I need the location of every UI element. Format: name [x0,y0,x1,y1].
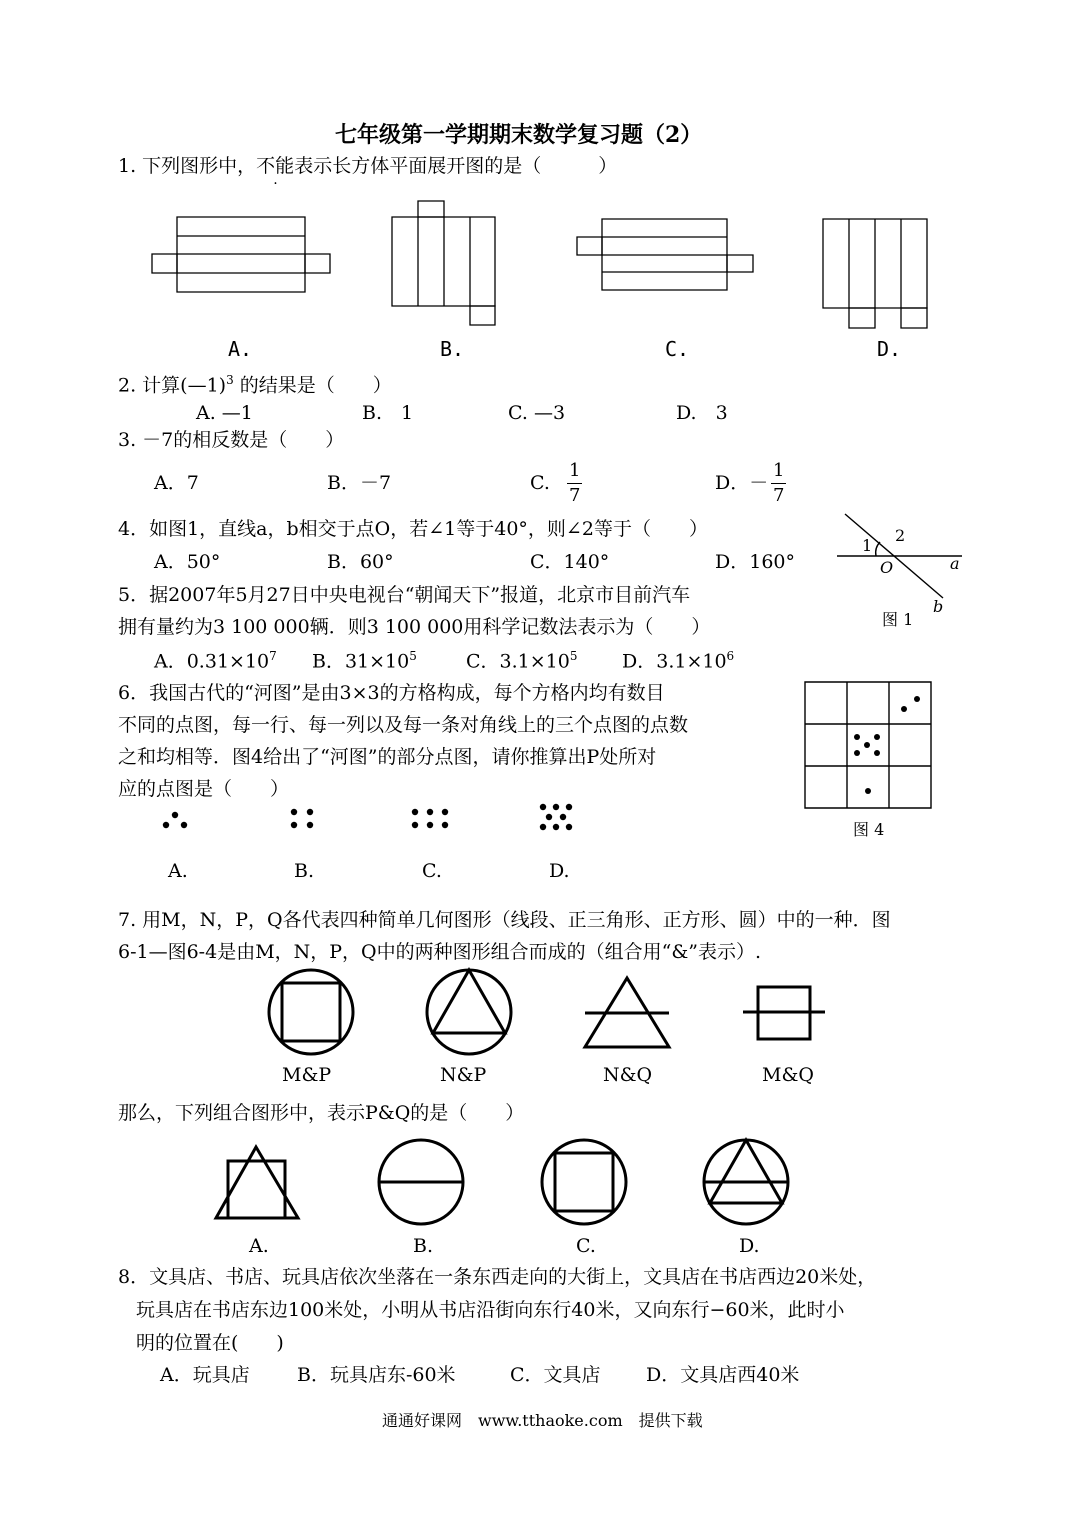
q4-angle-1-label: 1 [862,536,873,555]
q7-option-a: A. [249,1235,269,1257]
q8-option-b: B．玩具店东-60米 [297,1364,456,1386]
q6-option-c: C. [422,860,442,882]
q4-point-o-label: O [880,558,894,577]
q3-option-d: D．－ [715,472,769,494]
q8-option-a: A．玩具店 [160,1364,250,1386]
q1-net-c [577,219,753,290]
q8-line-3: 明的位置在( ) [136,1332,284,1354]
q7-option-b: B. [413,1235,434,1257]
q3-c-fraction-bar [567,483,582,484]
q7-combo-m-p [269,970,353,1054]
q7-line-2: 6-1—图6-4是由M，N，P，Q中的两种图形组合而成的（组合用“&”表示）. [118,941,762,963]
q3-c-denominator: 7 [569,485,581,506]
q6-line-3: 之和均相等．图4给出了“河图”的部分点图，请你推算出P处所对 [118,746,657,768]
q7-answer-c [542,1140,626,1224]
q7-combo-label-3: N&Q [603,1064,653,1086]
q1-stem [118,157,617,176]
q4-option-c: C．140° [530,551,610,573]
q2-option-d: D. 3 [676,402,728,424]
q7-combo-m-q [743,987,825,1039]
q5-option-b [312,650,417,671]
q6-option-a: A. [168,860,188,882]
q5-option-d-exp: 6 [726,649,735,663]
q5-option-d [622,650,734,671]
q5-option-d-base: D．3.1×10 [622,650,727,673]
q6-line-4: 应的点图是（ ） [118,778,290,800]
q5-line-1: 5．据2007年5月27日中央电视台“朝闻天下”报道，北京市目前汽车 [118,584,691,606]
q7-answer-a [216,1147,298,1218]
q1-prefix: 1. 下列图形中， [118,155,257,177]
q4-option-d: D．160° [715,551,795,573]
q2-option-b: B. 1 [362,402,414,424]
q1-net-d [823,219,927,328]
q4-angle-2-label: 2 [895,526,906,545]
q7-combo-label-2: N&P [440,1064,487,1086]
q7-combo-label-4: M&Q [762,1064,814,1086]
q5-option-c-base: C．3.1×10 [466,650,570,673]
q5-option-a-base: A．0.31×10 [154,650,270,673]
q2-option-a: A. —1 [196,402,253,424]
q5-option-b-exp: 5 [409,649,417,663]
q6-line-1: 6．我国古代的“河图”是由3×3的方格构成，每个方格内均有数目 [118,682,665,704]
q3-stem: 3. －7的相反数是（ ） [118,429,345,451]
q2-option-c: C. —3 [508,402,566,424]
q5-option-a-exp: 7 [269,649,277,663]
q3-option-d-fraction [771,462,786,505]
q8-option-c: C．文具店 [510,1364,601,1386]
q5-option-a [154,650,277,671]
q6-option-b: B. [294,860,315,882]
q5-option-b-base: B．31×10 [312,650,410,673]
q7-answer-d [704,1140,788,1224]
q5-line-2: 拥有量约为3 100 000辆．则3 100 000用科学记数法表示为（ ） [118,616,711,638]
q5-option-c-exp: 5 [569,649,578,663]
q3-option-c-fraction [567,462,582,505]
q6-figure-caption: 图 4 [853,820,885,839]
q2-stem [118,374,392,395]
q7-line-1: 7. 用M，N，P，Q各代表四种简单几何图形（线段、正三角形、正方形、圆）中的一种．图 [118,909,891,931]
q7-combo-label-1: M&P [282,1064,332,1086]
q4-line-b-label: b [933,597,944,616]
q8-line-1: 8．文具店、书店、玩具店依次坐落在一条东西走向的大街上，文具店在书店西边20米处， [118,1266,877,1288]
q1-emphasis: 不能 [256,155,295,177]
q3-d-numerator: 1 [773,460,785,481]
q1-net-b [392,201,495,325]
q7-option-d: D. [739,1235,760,1257]
q4-figure-caption: 图 1 [882,610,914,629]
q1-option-a: A. [228,337,253,361]
q1-suffix: 表示长方体平面展开图的是（ ） [294,155,618,177]
q5-option-c [466,650,578,671]
q1-option-d: D. [877,337,902,361]
q3-option-a: A．7 [154,472,199,494]
q3-option-c: C. [530,472,550,494]
q3-c-numerator: 1 [569,460,581,481]
q3-option-b: B．－7 [327,472,392,494]
q3-d-denominator: 7 [773,485,785,506]
q4-option-b: B．60° [327,551,394,573]
q2-stem-text: 2. 计算(—1) [118,374,227,397]
q7-answer-b [379,1140,463,1224]
q4-stem: 4．如图1，直线a，b相交于点O，若∠1等于40°，则∠2等于（ ） [118,518,708,540]
q4-option-a: A．50° [154,551,221,573]
q1-option-c: C. [665,337,690,361]
q7-ask: 那么，下列组合图形中，表示P&Q的是（ ） [118,1102,525,1124]
q7-combo-n-p [427,970,511,1054]
q2-exponent: 3 [226,373,234,387]
q6-option-d: D. [549,860,570,882]
q4-line-a-label: a [950,554,960,573]
page-title: 七年级第一学期期末数学复习题（2） [335,122,703,148]
q1-net-a [152,217,330,292]
q7-combo-n-q [585,978,669,1047]
q8-line-2: 玩具店在书店东边100米处，小明从书店沿街向东行40米，又向东行−60米，此时小 [136,1299,845,1321]
q8-option-d: D．文具店西40米 [646,1364,800,1386]
q1-option-b: B. [440,337,465,361]
q7-option-c: C. [576,1235,596,1257]
q6-line-2: 不同的点图，每一行、每一列以及每一条对角线上的三个点图的点数 [118,714,689,736]
page-footer: 通通好课网 www.tthaoke.com 提供下载 [382,1411,703,1430]
q2-stem-end: 的结果是（ ） [233,374,392,397]
q3-d-fraction-bar [771,483,786,484]
